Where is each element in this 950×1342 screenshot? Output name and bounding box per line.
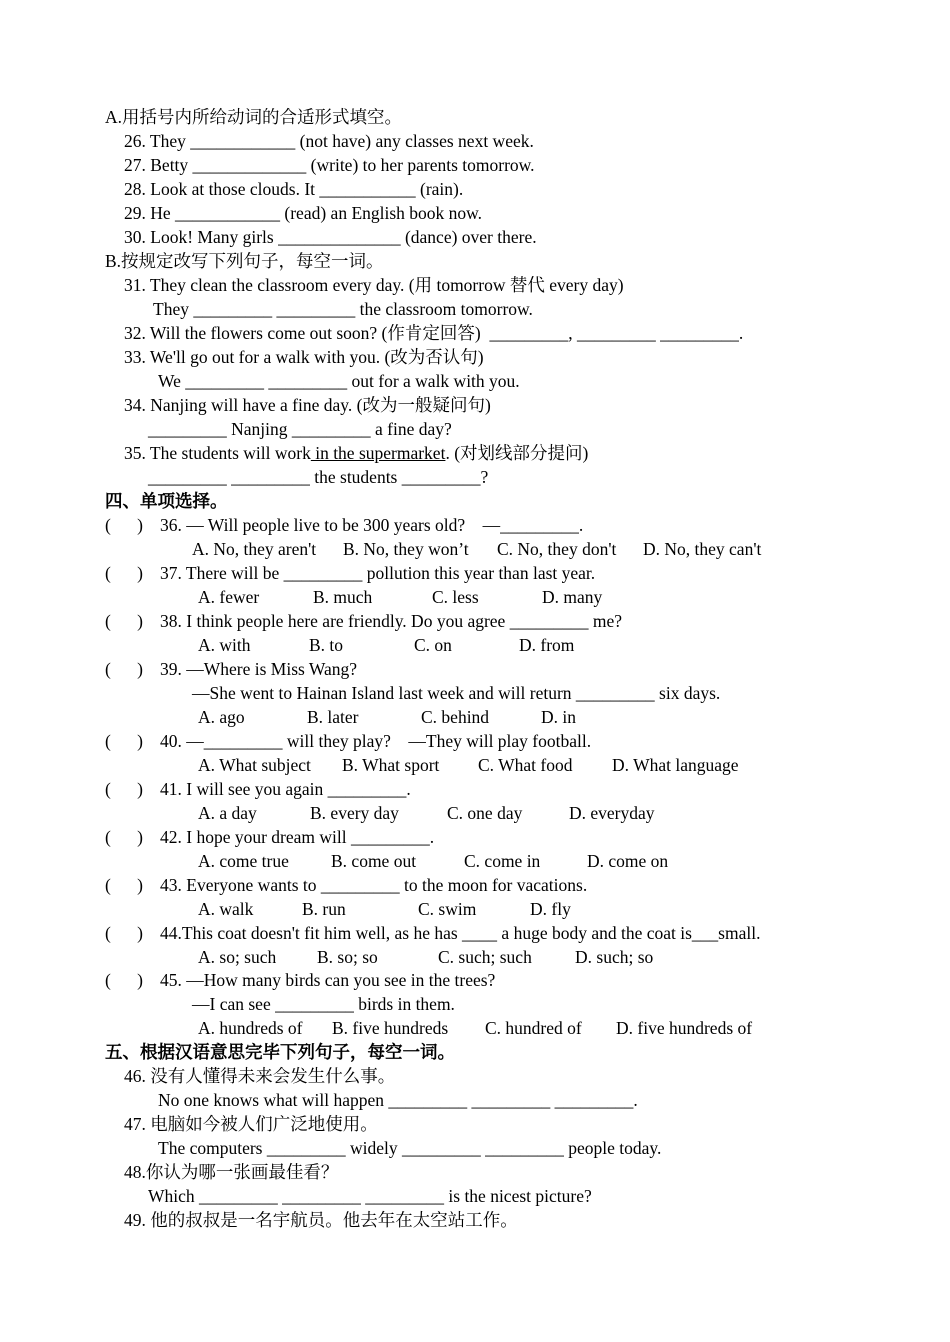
answer-line-33: We _________ _________ out for a walk with you. (158, 371, 520, 391)
question-31: 31. They clean the classroom every day. (用 tomorrow 替代 every day) (124, 275, 624, 295)
option-a: A. No, they aren't (192, 539, 317, 559)
question-30: 30. Look! Many girls ______________ (dance) over there. (124, 227, 537, 247)
question-35-text: 35. The students will work (124, 443, 311, 463)
option-d: D. in (541, 707, 576, 727)
question-27: 27. Betty _____________ (write) to her parents tomorrow. (124, 155, 535, 175)
option-c: C. such; such (438, 947, 532, 967)
answer-paren[interactable]: ( ) (105, 659, 143, 679)
option-c: C. hundred of (485, 1018, 582, 1038)
question-38: 38. I think people here are friendly. Do you agree _________ me? (160, 611, 622, 631)
option-b: B. five hundreds (332, 1018, 449, 1038)
option-c: C. on (414, 635, 452, 655)
option-d: D. such; so (575, 947, 654, 967)
option-b: B. to (309, 635, 344, 655)
option-b: B. later (307, 707, 359, 727)
question-41: 41. I will see you again _________. (160, 779, 411, 799)
answer-paren[interactable]: ( ) (105, 827, 143, 847)
option-c: C. behind (421, 707, 490, 727)
section-b-title: B.按规定改写下列句子，每空一词。 (105, 251, 384, 271)
question-39-line2: —She went to Hainan Island last week and will return _________ six days. (192, 683, 721, 703)
section-4-title: 四、单项选择。 (105, 491, 228, 511)
question-35-instruction: . (对划线部分提问) (445, 443, 589, 463)
option-d: D. What language (612, 755, 739, 775)
option-a: A. ago (198, 707, 245, 727)
question-35 (124, 441, 588, 465)
question-43: 43. Everyone wants to _________ to the moon for vacations. (160, 875, 588, 895)
answer-paren[interactable]: ( ) (105, 970, 143, 990)
question-35-underlined: in the supermarket (310, 443, 446, 463)
question-49: 49. 他的叔叔是一名宇航员。他去年在太空站工作。 (124, 1210, 518, 1230)
option-b: B. every day (310, 803, 399, 823)
option-a: A. fewer (198, 587, 260, 607)
option-a: A. hundreds of (198, 1018, 303, 1038)
option-a: A. a day (198, 803, 257, 823)
option-d: D. come on (587, 851, 669, 871)
option-d: D. many (542, 587, 603, 607)
question-47: 47. 电脑如今被人们广泛地使用。 (124, 1114, 378, 1134)
question-33: 33. We'll go out for a walk with you. (改为否认句) (124, 347, 484, 367)
section-5-title: 五、根据汉语意思完毕下列句子，每空一词。 (105, 1042, 455, 1062)
question-48: 48.你认为哪一张画最佳看？ (124, 1162, 339, 1182)
question-45-line2: —I can see _________ birds in them. (192, 994, 455, 1014)
question-46: 46. 没有人懂得未来会发生什么事。 (124, 1066, 396, 1086)
option-b: B. run (302, 899, 346, 919)
option-c: C. No, they don't (497, 539, 617, 559)
question-42: 42. I hope your dream will _________. (160, 827, 435, 847)
question-26: 26. They ____________ (not have) any classes next week. (124, 131, 534, 151)
option-b: B. No, they won’t (343, 539, 469, 559)
question-36: 36. — Will people live to be 300 years old? —_________. (160, 515, 584, 535)
option-c: C. come in (464, 851, 541, 871)
option-c: C. swim (418, 899, 477, 919)
answer-line-46: No one knows what will happen _________ _________ _________. (158, 1090, 638, 1110)
question-32: 32. Will the flowers come out soon? (作肯定回答) _________, _________ _________. (124, 323, 744, 343)
section-a-title: A.用括号内所给动词的合适形式填空。 (105, 107, 403, 127)
answer-paren[interactable]: ( ) (105, 563, 143, 583)
question-44: 44.This coat doesn't fit him well, as he has ____ a huge body and the coat is___small. (160, 923, 761, 943)
option-d: D. fly (530, 899, 571, 919)
option-b: B. What sport (342, 755, 440, 775)
question-34: 34. Nanjing will have a fine day. (改为一般疑问句) (124, 395, 491, 415)
option-c: C. What food (478, 755, 573, 775)
answer-line-47: The computers _________ widely _________ _________ people today. (158, 1138, 662, 1158)
answer-paren[interactable]: ( ) (105, 731, 143, 751)
option-d: D. No, they can't (643, 539, 762, 559)
answer-paren[interactable]: ( ) (105, 611, 143, 631)
question-39: 39. —Where is Miss Wang? (160, 659, 358, 679)
option-b: B. much (313, 587, 373, 607)
option-d: D. five hundreds of (616, 1018, 753, 1038)
question-40: 40. —_________ will they play? —They will play football. (160, 731, 592, 751)
question-28: 28. Look at those clouds. It ___________ (rain). (124, 179, 464, 199)
question-37: 37. There will be _________ pollution this year than last year. (160, 563, 596, 583)
option-a: A. What subject (198, 755, 311, 775)
question-45: 45. —How many birds can you see in the trees? (160, 970, 496, 990)
option-a: A. so; such (198, 947, 277, 967)
option-a: A. with (198, 635, 251, 655)
answer-line-31: They _________ _________ the classroom tomorrow. (153, 299, 533, 319)
answer-paren[interactable]: ( ) (105, 875, 143, 895)
option-b: B. so; so (317, 947, 378, 967)
answer-line-48: Which _________ _________ _________ is the nicest picture? (148, 1186, 592, 1206)
option-b: B. come out (331, 851, 417, 871)
option-c: C. less (432, 587, 479, 607)
answer-paren[interactable]: ( ) (105, 515, 143, 535)
answer-paren[interactable]: ( ) (105, 923, 143, 943)
question-29: 29. He ____________ (read) an English book now. (124, 203, 483, 223)
option-a: A. walk (198, 899, 254, 919)
answer-line-34: _________ Nanjing _________ a fine day? (148, 419, 452, 439)
option-d: D. from (519, 635, 575, 655)
option-a: A. come true (198, 851, 289, 871)
option-d: D. everyday (569, 803, 655, 823)
answer-line-35: _________ _________ the students _________? (148, 467, 489, 487)
answer-paren[interactable]: ( ) (105, 779, 143, 799)
option-c: C. one day (447, 803, 523, 823)
